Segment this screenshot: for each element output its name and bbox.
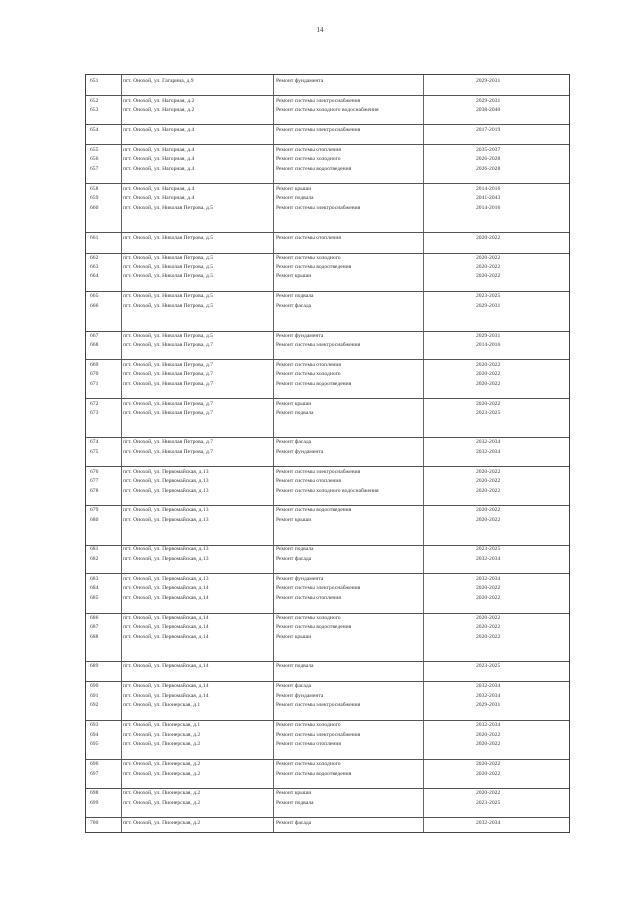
row-address: пгт. Онохой, ул. Пионерская, д.2 bbox=[123, 820, 201, 826]
row-period: 2020-2022 bbox=[476, 371, 501, 377]
row-work-type: Ремонт фундамента bbox=[276, 693, 324, 699]
row-address: пгт. Онохой, ул. Николая Петрова, д.5 bbox=[123, 205, 214, 211]
row-work-type: Ремонт системы водоотведения bbox=[276, 264, 352, 270]
row-number: 680 bbox=[90, 517, 99, 523]
row-period: 2020-2022 bbox=[476, 634, 501, 640]
row-work-type: Ремонт крыши bbox=[276, 634, 312, 640]
row-number: 689 bbox=[90, 663, 99, 669]
row-number: 668 bbox=[90, 342, 99, 348]
row-period: 2014-2016 bbox=[476, 342, 501, 348]
row-period: 2020-2022 bbox=[476, 741, 501, 747]
row-work-type: Ремонт системы водоотведения bbox=[276, 624, 352, 630]
row-work-type: Ремонт системы отопления bbox=[276, 741, 341, 747]
row-address: пгт. Онохой, ул. Николая Петрова, д.5 bbox=[123, 255, 214, 261]
row-period: 2026-2028 bbox=[476, 156, 501, 162]
row-address: пгт. Онохой, ул. Первомайская, д.14 bbox=[123, 663, 209, 669]
row-number: 698 bbox=[90, 790, 99, 796]
row-period: 2020-2022 bbox=[476, 381, 501, 387]
row-address: пгт. Онохой, ул. Нагорная, д.4 bbox=[123, 147, 195, 153]
row-address: пгт. Онохой, ул. Николая Петрова, д.5 bbox=[123, 235, 214, 241]
row-period: 2020-2022 bbox=[476, 235, 501, 241]
row-number: 691 bbox=[90, 693, 99, 699]
row-number: 675 bbox=[90, 449, 99, 455]
row-work-type: Ремонт системы холодного водоснабжения bbox=[276, 107, 379, 113]
row-number: 692 bbox=[90, 702, 99, 708]
row-address: пгт. Онохой, ул. Первомайская, д.13 bbox=[123, 507, 209, 513]
row-work-type: Ремонт фасада bbox=[276, 303, 312, 309]
row-address: пгт. Онохой, ул. Первомайская, д.14 bbox=[123, 595, 209, 601]
row-separator bbox=[86, 466, 569, 467]
row-number: 694 bbox=[90, 732, 99, 738]
row-period: 2020-2022 bbox=[476, 273, 501, 279]
row-number: 664 bbox=[90, 273, 99, 279]
row-number: 673 bbox=[90, 410, 99, 416]
row-number: 665 bbox=[90, 293, 99, 299]
row-address: пгт. Онохой, ул. Первомайская, д.13 bbox=[123, 478, 209, 484]
row-work-type: Ремонт системы отопления bbox=[276, 478, 341, 484]
row-separator bbox=[86, 817, 569, 818]
table-row bbox=[86, 820, 569, 836]
row-number: 676 bbox=[90, 469, 99, 475]
row-work-type: Ремонт фундамента bbox=[276, 576, 324, 582]
row-number: 685 bbox=[90, 595, 99, 601]
row-separator bbox=[86, 95, 569, 96]
row-address: пгт. Онохой, ул. Первомайская, д.13 bbox=[123, 556, 209, 562]
row-address: пгт. Онохой, ул. Нагорная, д.2 bbox=[123, 107, 195, 113]
table-row bbox=[86, 78, 569, 94]
row-number: 651 bbox=[90, 78, 99, 84]
row-address: пгт. Онохой, ул. Нагорная, д.2 bbox=[123, 98, 195, 104]
row-separator bbox=[86, 681, 569, 682]
row-period: 2032-2034 bbox=[476, 449, 501, 455]
row-period: 2020-2022 bbox=[476, 732, 501, 738]
row-period: 2017-2019 bbox=[476, 127, 501, 133]
row-separator bbox=[86, 398, 569, 399]
row-number: 672 bbox=[90, 401, 99, 407]
row-period: 2020-2022 bbox=[476, 488, 501, 494]
row-number: 657 bbox=[90, 166, 99, 172]
row-separator bbox=[86, 331, 569, 332]
row-number: 666 bbox=[90, 303, 99, 309]
row-work-type: Ремонт системы холодного bbox=[276, 156, 341, 162]
row-period: 2023-2025 bbox=[476, 800, 501, 806]
row-address: пгт. Онохой, ул. Николая Петрова, д.7 bbox=[123, 439, 214, 445]
table-row bbox=[86, 556, 569, 572]
row-address: пгт. Онохой, ул. Нагорная, д.4 bbox=[123, 186, 195, 192]
row-address: пгт. Онохой, ул. Первомайская, д.14 bbox=[123, 585, 209, 591]
row-address: пгт. Онохой, ул. Пионерская, д.2 bbox=[123, 800, 201, 806]
repair-schedule-table bbox=[85, 74, 570, 833]
table-row bbox=[86, 595, 569, 611]
row-period: 2029-2031 bbox=[476, 702, 501, 708]
table-row bbox=[86, 166, 569, 182]
row-work-type: Ремонт системы водоотведения bbox=[276, 381, 352, 387]
row-address: пгт. Онохой, ул. Николая Петрова, д.5 bbox=[123, 273, 214, 279]
row-number: 659 bbox=[90, 195, 99, 201]
row-number: 670 bbox=[90, 371, 99, 377]
row-address: пгт. Онохой, ул. Николая Петрова, д.7 bbox=[123, 410, 214, 416]
row-work-type: Ремонт крыши bbox=[276, 517, 312, 523]
row-period: 2020-2022 bbox=[476, 264, 501, 270]
row-address: пгт. Онохой, ул. Нагорная, д.4 bbox=[123, 195, 195, 201]
row-number: 693 bbox=[90, 722, 99, 728]
row-work-type: Ремонт фасада bbox=[276, 820, 312, 826]
row-period: 2032-2034 bbox=[476, 439, 501, 445]
row-address: пгт. Онохой, ул. Пионерская, д.1 bbox=[123, 702, 201, 708]
row-separator bbox=[86, 253, 569, 254]
row-period: 2026-2028 bbox=[476, 166, 501, 172]
row-separator bbox=[86, 144, 569, 145]
table-row bbox=[86, 488, 569, 504]
row-work-type: Ремонт подвала bbox=[276, 195, 314, 201]
row-separator bbox=[86, 720, 569, 721]
row-number: 690 bbox=[90, 683, 99, 689]
row-work-type: Ремонт системы электроснабжения bbox=[276, 732, 361, 738]
row-work-type: Ремонт системы холодного водоснабжения bbox=[276, 488, 379, 494]
row-period: 2023-2025 bbox=[476, 663, 501, 669]
row-number: 653 bbox=[90, 107, 99, 113]
table-row bbox=[86, 410, 569, 426]
row-address: пгт. Онохой, ул. Николая Петрова, д.7 bbox=[123, 342, 214, 348]
row-separator bbox=[86, 359, 569, 360]
table-row bbox=[86, 741, 569, 757]
row-work-type: Ремонт фундамента bbox=[276, 333, 324, 339]
row-address: пгт. Онохой, ул. Николая Петрова, д.5 bbox=[123, 264, 214, 270]
row-work-type: Ремонт системы холодного bbox=[276, 761, 341, 767]
row-number: 663 bbox=[90, 264, 99, 270]
row-separator bbox=[86, 788, 569, 789]
row-number: 679 bbox=[90, 507, 99, 513]
row-period: 2032-2034 bbox=[476, 722, 501, 728]
row-period: 2032-2034 bbox=[476, 820, 501, 826]
row-work-type: Ремонт системы электроснабжения bbox=[276, 702, 361, 708]
row-address: пгт. Онохой, ул. Первомайская, д.14 bbox=[123, 683, 209, 689]
row-number: 658 bbox=[90, 186, 99, 192]
row-period: 2029-2031 bbox=[476, 303, 501, 309]
row-address: пгт. Онохой, ул. Первомайская, д.14 bbox=[123, 615, 209, 621]
row-address: пгт. Онохой, ул. Пионерская, д.2 bbox=[123, 771, 201, 777]
row-number: 656 bbox=[90, 156, 99, 162]
row-address: пгт. Онохой, ул. Нагорная, д.4 bbox=[123, 156, 195, 162]
row-period: 2023-2025 bbox=[476, 546, 501, 552]
row-address: пгт. Онохой, ул. Первомайская, д.14 bbox=[123, 634, 209, 640]
row-period: 2020-2022 bbox=[476, 478, 501, 484]
row-work-type: Ремонт подвала bbox=[276, 546, 314, 552]
row-work-type: Ремонт системы отопления bbox=[276, 595, 341, 601]
table-row bbox=[86, 107, 569, 123]
table-row bbox=[86, 663, 569, 679]
row-number: 683 bbox=[90, 576, 99, 582]
row-period: 2029-2031 bbox=[476, 98, 501, 104]
row-number: 687 bbox=[90, 624, 99, 630]
row-work-type: Ремонт системы электроснабжения bbox=[276, 585, 361, 591]
row-period: 2020-2022 bbox=[476, 771, 501, 777]
row-address: пгт. Онохой, ул. Пионерская, д.2 bbox=[123, 741, 201, 747]
row-separator bbox=[86, 437, 569, 438]
row-number: 677 bbox=[90, 478, 99, 484]
row-work-type: Ремонт фундамента bbox=[276, 449, 324, 455]
row-address: пгт. Онохой, ул. Нагорная, д.4 bbox=[123, 127, 195, 133]
row-address: пгт. Онохой, ул. Пионерская, д.1 bbox=[123, 722, 201, 728]
row-work-type: Ремонт подвала bbox=[276, 663, 314, 669]
row-separator bbox=[86, 291, 569, 292]
row-address: пгт. Онохой, ул. Нагорная, д.4 bbox=[123, 166, 195, 172]
row-address: пгт. Онохой, ул. Николая Петрова, д.7 bbox=[123, 449, 214, 455]
row-work-type: Ремонт системы холодного bbox=[276, 371, 341, 377]
row-address: пгт. Онохой, ул. Первомайская, д.13 bbox=[123, 546, 209, 552]
row-work-type: Ремонт системы электроснабжения bbox=[276, 205, 361, 211]
table-row bbox=[86, 342, 569, 358]
row-period: 2014-2016 bbox=[476, 186, 501, 192]
row-number: 697 bbox=[90, 771, 99, 777]
row-separator bbox=[86, 573, 569, 574]
row-period: 2020-2022 bbox=[476, 517, 501, 523]
row-work-type: Ремонт фасада bbox=[276, 683, 312, 689]
row-number: 681 bbox=[90, 546, 99, 552]
row-number: 654 bbox=[90, 127, 99, 133]
table-row bbox=[86, 517, 569, 533]
row-address: пгт. Онохой, ул. Николая Петрова, д.7 bbox=[123, 371, 214, 377]
row-period: 2020-2022 bbox=[476, 624, 501, 630]
row-period: 2020-2022 bbox=[476, 615, 501, 621]
row-work-type: Ремонт подвала bbox=[276, 800, 314, 806]
row-period: 2032-2034 bbox=[476, 576, 501, 582]
table-row bbox=[86, 800, 569, 816]
row-address: пгт. Онохой, ул. Первомайская, д.13 bbox=[123, 469, 209, 475]
row-period: 2014-2016 bbox=[476, 205, 501, 211]
row-work-type: Ремонт подвала bbox=[276, 410, 314, 416]
row-work-type: Ремонт фасада bbox=[276, 439, 312, 445]
row-number: 652 bbox=[90, 98, 99, 104]
row-separator bbox=[86, 232, 569, 233]
row-work-type: Ремонт подвала bbox=[276, 293, 314, 299]
row-period: 2032-2034 bbox=[476, 693, 501, 699]
row-period: 2029-2031 bbox=[476, 333, 501, 339]
table-row bbox=[86, 702, 569, 718]
row-separator bbox=[86, 759, 569, 760]
table-row bbox=[86, 127, 569, 143]
table-row bbox=[86, 235, 569, 251]
row-work-type: Ремонт системы холодного bbox=[276, 255, 341, 261]
row-period: 2020-2022 bbox=[476, 761, 501, 767]
row-work-type: Ремонт крыши bbox=[276, 186, 312, 192]
row-work-type: Ремонт крыши bbox=[276, 790, 312, 796]
row-work-type: Ремонт фасада bbox=[276, 556, 312, 562]
row-address: пгт. Онохой, ул. Гагарина, д.9 bbox=[123, 78, 194, 84]
row-number: 671 bbox=[90, 381, 99, 387]
row-work-type: Ремонт крыши bbox=[276, 273, 312, 279]
row-address: пгт. Онохой, ул. Пионерская, д.2 bbox=[123, 732, 201, 738]
row-address: пгт. Онохой, ул. Первомайская, д.13 bbox=[123, 517, 209, 523]
row-period: 2023-2025 bbox=[476, 293, 501, 299]
row-work-type: Ремонт фундамента bbox=[276, 78, 324, 84]
table-row bbox=[86, 205, 569, 221]
row-address: пгт. Онохой, ул. Первомайская, д.13 bbox=[123, 488, 209, 494]
row-period: 2029-2031 bbox=[476, 78, 501, 84]
row-work-type: Ремонт системы отопления bbox=[276, 362, 341, 368]
row-separator bbox=[86, 661, 569, 662]
row-address: пгт. Онохой, ул. Николая Петрова, д.7 bbox=[123, 401, 214, 407]
row-work-type: Ремонт системы отопления bbox=[276, 235, 341, 241]
table-row bbox=[86, 273, 569, 289]
row-work-type: Ремонт системы водоотведения bbox=[276, 771, 352, 777]
row-work-type: Ремонт системы электроснабжения bbox=[276, 127, 361, 133]
row-address: пгт. Онохой, ул. Николая Петрова, д.5 bbox=[123, 333, 214, 339]
row-work-type: Ремонт системы отопления bbox=[276, 147, 341, 153]
row-number: 696 bbox=[90, 761, 99, 767]
row-number: 684 bbox=[90, 585, 99, 591]
row-period: 2020-2022 bbox=[476, 585, 501, 591]
row-period: 2038-2040 bbox=[476, 107, 501, 113]
row-number: 674 bbox=[90, 439, 99, 445]
table-row bbox=[86, 634, 569, 650]
row-separator bbox=[86, 124, 569, 125]
row-address: пгт. Онохой, ул. Николая Петрова, д.5 bbox=[123, 303, 214, 309]
row-address: пгт. Онохой, ул. Первомайская, д.14 bbox=[123, 624, 209, 630]
table-row bbox=[86, 449, 569, 465]
row-period: 2020-2022 bbox=[476, 401, 501, 407]
row-address: пгт. Онохой, ул. Первомайская, д.14 bbox=[123, 693, 209, 699]
row-period: 2020-2022 bbox=[476, 469, 501, 475]
row-period: 2020-2022 bbox=[476, 790, 501, 796]
table-row bbox=[86, 303, 569, 319]
row-work-type: Ремонт системы электроснабжения bbox=[276, 98, 361, 104]
row-number: 678 bbox=[90, 488, 99, 494]
row-work-type: Ремонт системы водоотведения bbox=[276, 166, 352, 172]
table-row bbox=[86, 771, 569, 787]
row-work-type: Ремонт системы электроснабжения bbox=[276, 469, 361, 475]
row-separator bbox=[86, 183, 569, 184]
row-address: пгт. Онохой, ул. Пионерская, д.2 bbox=[123, 761, 201, 767]
row-number: 660 bbox=[90, 205, 99, 211]
table-row bbox=[86, 381, 569, 397]
row-period: 2020-2022 bbox=[476, 362, 501, 368]
row-separator bbox=[86, 613, 569, 614]
row-work-type: Ремонт системы водоотведения bbox=[276, 507, 352, 513]
row-number: 686 bbox=[90, 615, 99, 621]
row-address: пгт. Онохой, ул. Николая Петрова, д.7 bbox=[123, 362, 214, 368]
row-period: 2032-2034 bbox=[476, 683, 501, 689]
row-address: пгт. Онохой, ул. Николая Петрова, д.5 bbox=[123, 293, 214, 299]
row-work-type: Ремонт крыши bbox=[276, 401, 312, 407]
row-number: 700 bbox=[90, 820, 99, 826]
row-period: 2032-2034 bbox=[476, 556, 501, 562]
row-number: 661 bbox=[90, 235, 99, 241]
row-number: 669 bbox=[90, 362, 99, 368]
row-number: 695 bbox=[90, 741, 99, 747]
row-number: 688 bbox=[90, 634, 99, 640]
row-number: 667 bbox=[90, 333, 99, 339]
row-work-type: Ремонт системы холодного bbox=[276, 615, 341, 621]
row-address: пгт. Онохой, ул. Пионерская, д.2 bbox=[123, 790, 201, 796]
row-period: 2023-2025 bbox=[476, 410, 501, 416]
row-period: 2041-2043 bbox=[476, 195, 501, 201]
row-period: 2035-2037 bbox=[476, 147, 501, 153]
row-number: 699 bbox=[90, 800, 99, 806]
row-number: 662 bbox=[90, 255, 99, 261]
row-number: 682 bbox=[90, 556, 99, 562]
row-period: 2020-2022 bbox=[476, 595, 501, 601]
row-number: 655 bbox=[90, 147, 99, 153]
row-work-type: Ремонт системы электроснабжения bbox=[276, 342, 361, 348]
row-period: 2020-2022 bbox=[476, 507, 501, 513]
row-address: пгт. Онохой, ул. Николая Петрова, д.7 bbox=[123, 381, 214, 387]
row-period: 2020-2022 bbox=[476, 255, 501, 261]
row-separator bbox=[86, 505, 569, 506]
page-number: 14 bbox=[316, 26, 324, 34]
row-address: пгт. Онохой, ул. Первомайская, д.13 bbox=[123, 576, 209, 582]
row-work-type: Ремонт системы холодного bbox=[276, 722, 341, 728]
